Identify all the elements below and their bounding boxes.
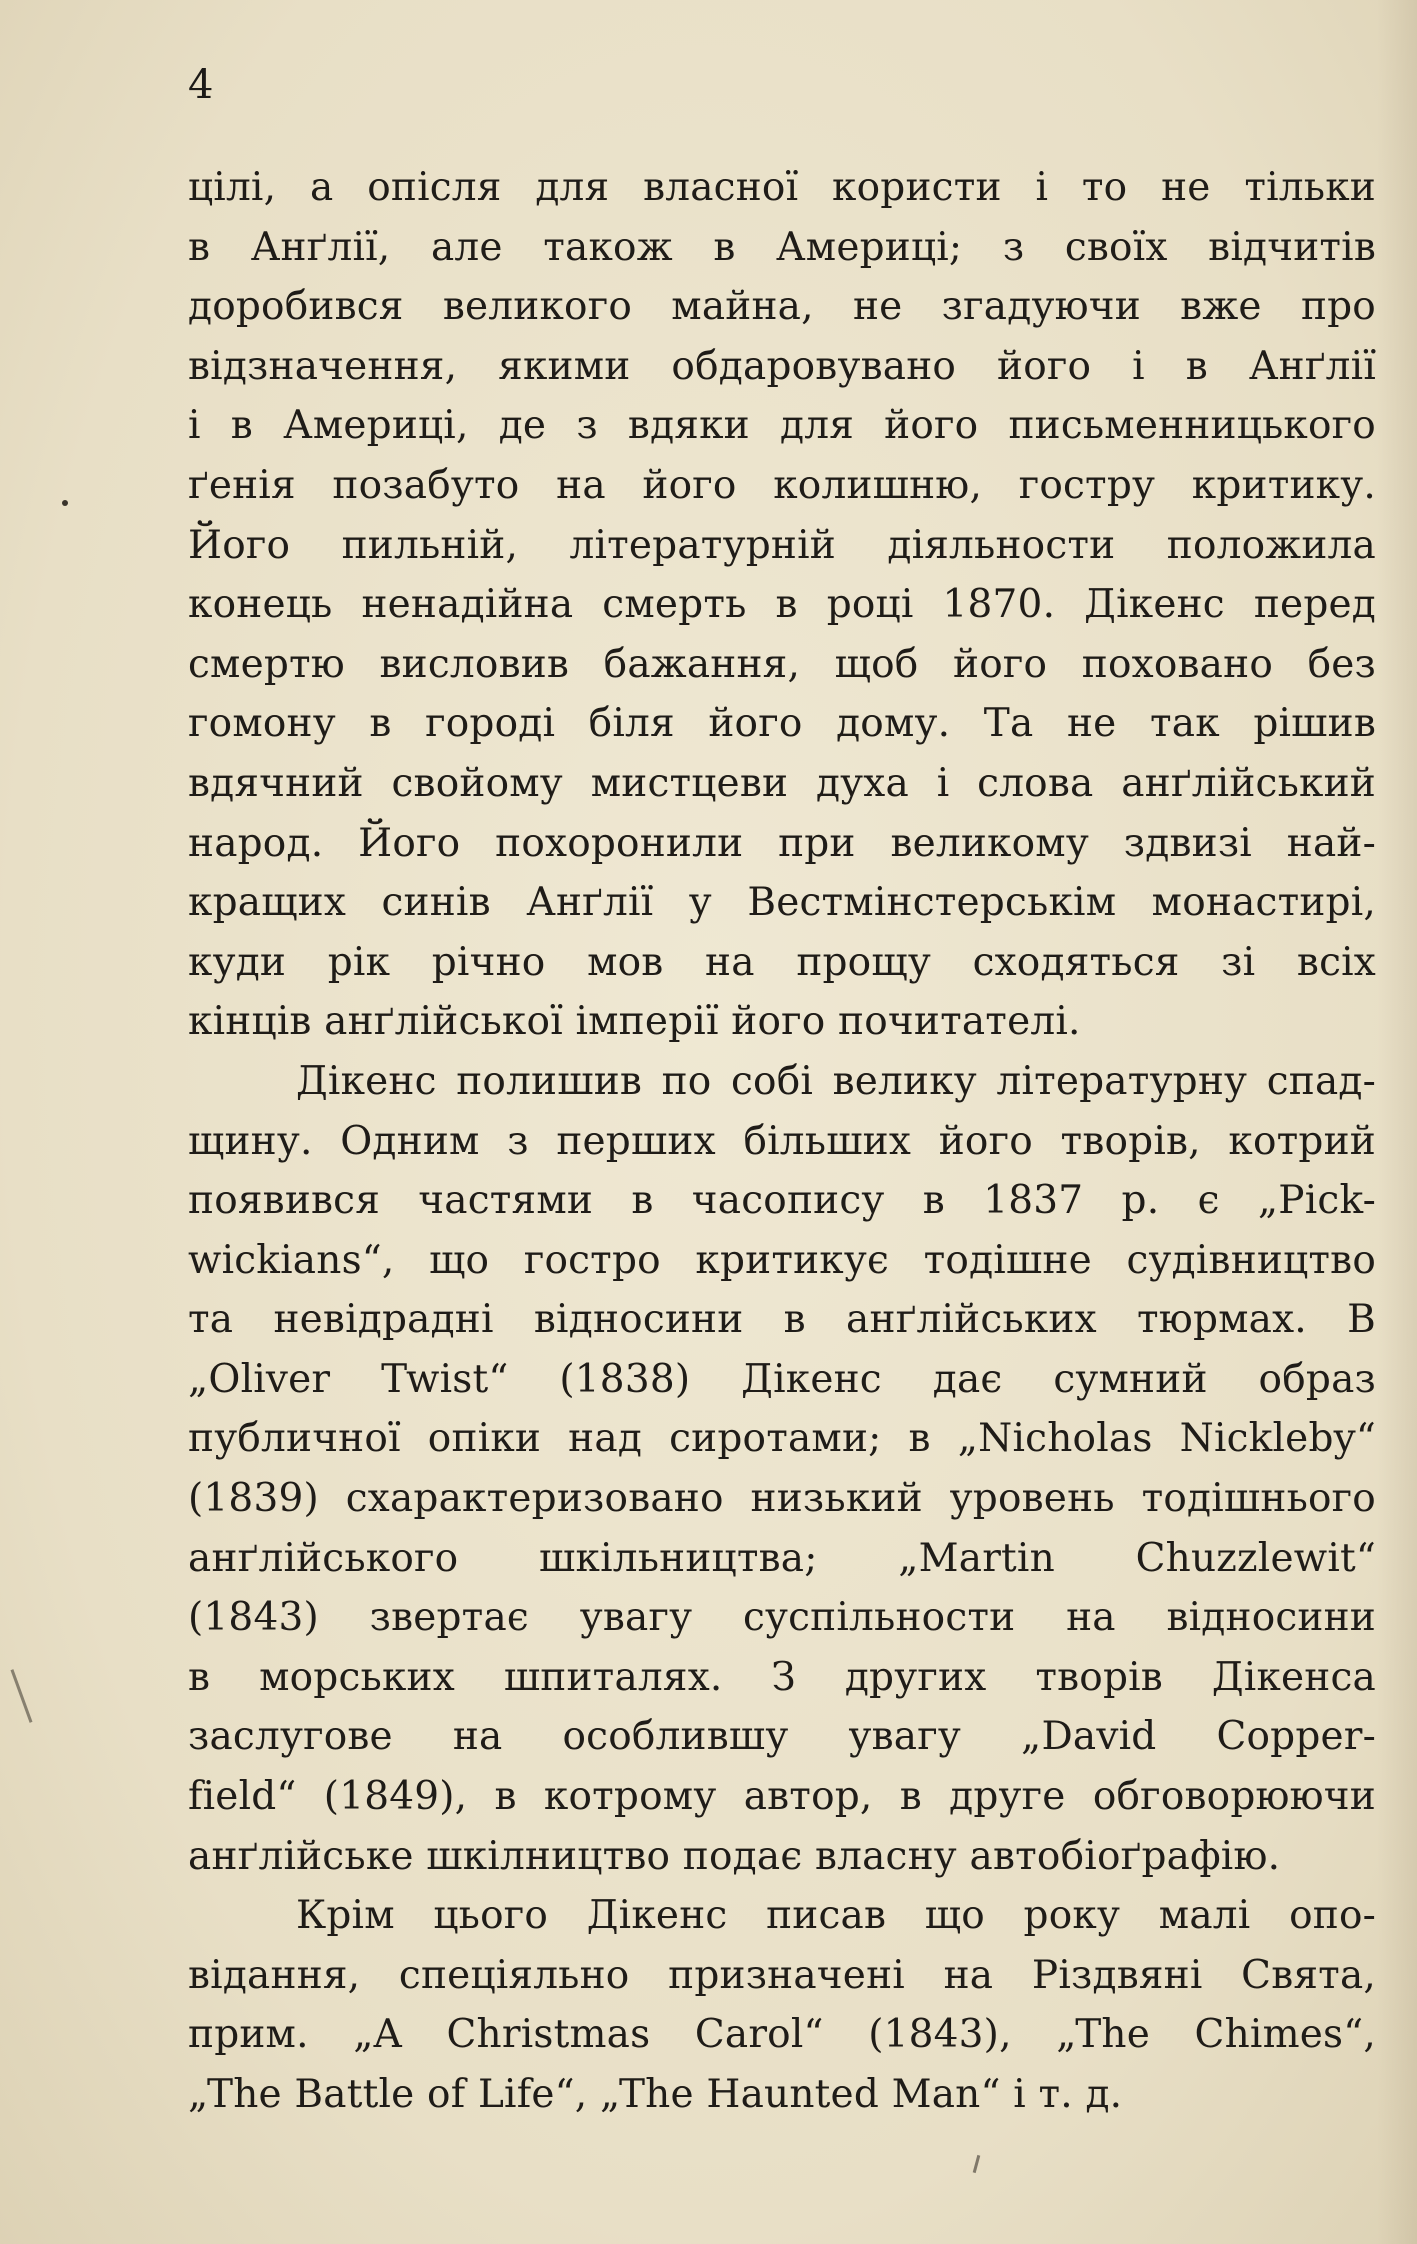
text-line: (1843) звертає увагу суспільности на відносини	[188, 1595, 1376, 1641]
text-line: анґлійське шкілництво подає власну автобіоґрафію.	[188, 1833, 1281, 1879]
page-number: 4	[188, 62, 214, 108]
margin-speck	[973, 2155, 981, 2173]
text-line: заслугове на особлившу увагу „David Copper-	[188, 1714, 1376, 1760]
text-line: wickians“, що гостро критикує тодішне судівництво	[188, 1237, 1376, 1283]
text-line: публичної опіки над сиротами; в „Nicholas Nickleby“	[188, 1416, 1376, 1462]
text-line: анґлійського шкільництва; „Martin Chuzzlewit“	[188, 1535, 1376, 1581]
page-edge-shadow	[1377, 0, 1417, 2244]
text-line: доробився великого майна, не згадуючи вже про	[188, 284, 1376, 330]
text-line: відзначення, якими обдаровувано його і в Анґлії	[188, 343, 1376, 389]
text-line: куди рік річно мов на прощу сходяться зі всіх	[188, 939, 1376, 985]
text-line: і в Америці, де з вдяки для його письменницького	[188, 403, 1376, 449]
text-line: ґенія позабуто на його колишню, гостру критику.	[188, 462, 1376, 508]
text-line: кращих синів Анґлії у Вестмінстерськім монастирі,	[188, 880, 1376, 926]
text-line: конець ненадійна смерть в році 1870. Дікенс перед	[188, 582, 1376, 628]
text-line: (1839) схарактеризовано низький уровень тодішнього	[188, 1476, 1376, 1522]
text-line: вдячний свойому мистцеви духа і слова анґлійський	[188, 760, 1376, 806]
body-text	[188, 158, 1376, 2125]
text-line: смертю висловив бажання, щоб його поховано без	[188, 641, 1376, 687]
text-line: в морських шпиталях. З других творів Дікенса	[188, 1654, 1376, 1700]
text-line: Його пильній, літературній діяльности положила	[188, 522, 1376, 568]
text-line: „Oliver Twist“ (1838) Дікенс дає сумний образ	[188, 1356, 1376, 1402]
paragraph-1	[188, 158, 1376, 1052]
text-line: кінців анґлійської імперії його почитателі.	[188, 999, 1081, 1045]
margin-speck	[62, 500, 68, 506]
margin-speck	[11, 1669, 33, 1723]
text-line: появився частями в часопису в 1837 р. є „Pick-	[188, 1178, 1376, 1224]
text-line: щину. Одним з перших більших його творів, котрий	[188, 1118, 1376, 1164]
text-line: в Анґлії, але також в Америці; з своїх відчитів	[188, 224, 1376, 270]
text-line: гомону в городі біля його дому. Та не так рішив	[188, 701, 1376, 747]
paragraph-2	[188, 1052, 1376, 1886]
text-line: Крім цього Дікенс писав що року малі опо-	[296, 1893, 1376, 1939]
text-line: прим. „A Christmas Carol“ (1843), „The Chimes“,	[188, 2012, 1376, 2058]
text-line: та невідрадні відносини в анґлійських тюрмах. В	[188, 1297, 1376, 1343]
text-line: відання, спеціяльно призначені на Різдвяні Свята,	[188, 1952, 1376, 1998]
text-line: field“ (1849), в котрому автор, в друге обговорюючи	[188, 1774, 1376, 1820]
text-line: народ. Його похоронили при великому здвизі най-	[188, 820, 1376, 866]
text-line: „The Battle of Life“, „The Haunted Man“ і т. д.	[188, 2072, 1123, 2117]
text-line: Дікенс полишив по собі велику літературну спад-	[296, 1058, 1376, 1104]
paragraph-3	[188, 1886, 1376, 2124]
text-line: цілі, а опісля для власної користи і то не тільки	[188, 165, 1376, 210]
